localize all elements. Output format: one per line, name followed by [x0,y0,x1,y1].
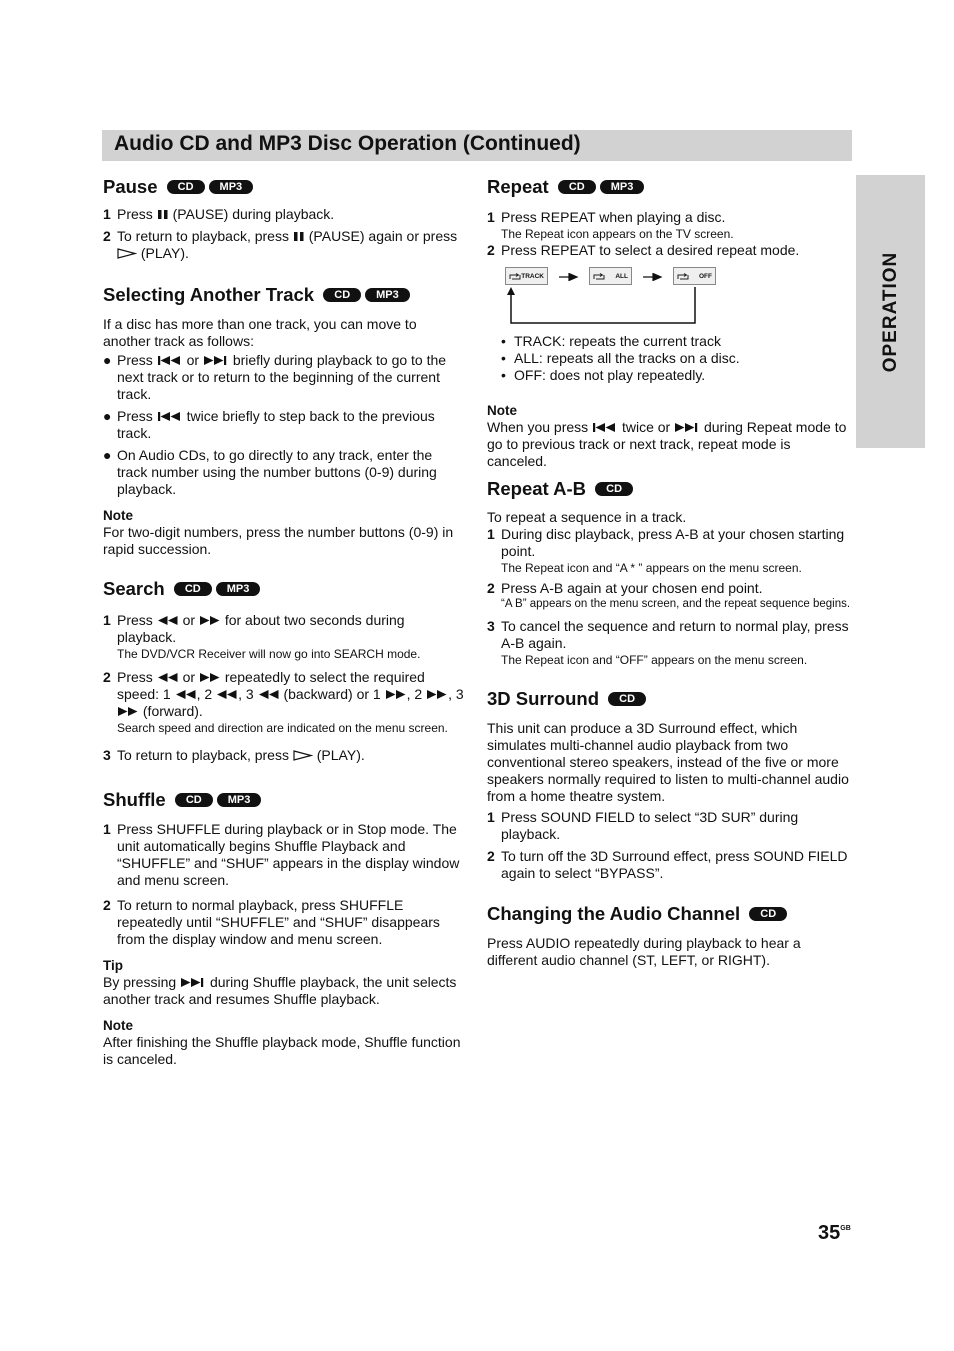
bullet-text: Press [117,408,153,424]
step-number: 1 [487,809,495,825]
repeat-icon [593,273,605,281]
step-number: 2 [487,848,495,864]
cd-badge: CD [595,482,633,496]
step-number: 3 [487,618,495,634]
section-audio-channel [487,903,852,925]
repeat-ab-step-2 [487,580,852,612]
step-text: (forward). [142,703,203,719]
list-item-text: OFF: does not play repeatedly. [514,367,706,383]
step-note: “A B” appears on the menu screen, and the repeat sequence begins. [501,598,851,610]
play-outline-icon [293,750,313,761]
step-text: Press [117,206,153,222]
tip-text [103,974,465,1008]
right-column [487,176,852,969]
repeat-step-1 [487,209,852,242]
cd-badge: CD [608,692,646,706]
repeat-mode-label: ALL [615,273,628,280]
rewind-icon [258,689,280,700]
step-text: or [182,612,196,628]
section-title: Repeat [487,176,549,197]
skip-previous-icon [157,355,183,366]
step-text: repeatedly to select the required speed: 1 [117,669,425,702]
step-note: The Repeat icon appears on the TV screen. [501,227,734,241]
note-text-part: during Repeat mode to go to previous track or next track, repeat mode is canceled. [487,419,847,469]
rewind-icon [216,689,238,700]
tip-text-part: during Shuffle playback, the unit selects another track and resumes Shuffle playback. [103,974,457,1007]
play-outline-icon [117,248,137,259]
step-number: 1 [487,526,495,542]
fast-forward-icon [117,706,139,717]
cd-badge: CD [749,907,787,921]
surround-intro: This unit can produce a 3D Surround effect, which simulates multi-channel audio playback from two conventional stereo speakers, instead of the five or more speakers normally required to listen to multi-channel audio from a home theatre system. [487,720,849,804]
section-selecting-track [103,284,465,306]
audio-channel-text: Press AUDIO repeatedly during playback to hear a different audio channel (ST, LEFT, or RIGHT). [487,935,801,968]
step-number: 1 [487,209,495,225]
section-repeat [487,176,852,198]
side-tab [856,175,925,448]
note-label: Note [487,403,517,418]
cd-badge: CD [175,793,213,807]
step-number: 1 [103,821,111,837]
note-text: For two-digit numbers, press the number buttons (0-9) in rapid succession. [103,524,454,557]
repeat-ab-intro: To repeat a sequence in a track. [487,509,687,525]
step-note: The Repeat icon and “A * ” appears on the menu screen. [501,561,802,575]
repeat-mode-list [487,333,852,384]
section-search [103,578,465,600]
shuffle-step-1 [103,821,465,889]
side-tab-label: OPERATION [879,251,901,372]
step-number: 1 [103,206,111,222]
repeat-mode-track [505,267,548,285]
repeat-ab-step-1 [487,526,852,576]
search-step-2 [103,669,465,736]
note-label: Note [103,1018,133,1033]
section-title: Changing the Audio Channel [487,903,741,924]
cycle-return-line [487,285,727,325]
step-note: The DVD/VCR Receiver will now go into SEARCH mode. [117,647,421,661]
page-number-suffix: GB [840,1225,851,1232]
mp3-badge: MP3 [209,180,254,194]
repeat-step-2 [487,242,852,259]
section-repeat-ab [487,478,852,500]
pause-step-1 [103,206,465,223]
bullet-text: twice briefly to step back to the previous track. [117,408,435,441]
repeat-mode-label: TRACK [521,273,544,280]
selecting-bullet-3 [103,447,465,498]
bullet-text: On Audio CDs, to go directly to any track, enter the track number using the number buttons (0-9) during playback. [117,447,437,497]
section-pause [103,176,465,198]
step-text: Press [117,612,153,628]
fast-forward-icon [199,615,221,626]
repeat-mode-off [673,267,716,285]
step-text: or [182,669,196,685]
cd-badge: CD [174,582,212,596]
section-shuffle [103,789,465,811]
step-text: (PLAY). [140,245,189,261]
step-number: 2 [487,242,495,258]
section-title: Selecting Another Track [103,284,315,305]
step-text: During disc playback, press A-B at your chosen starting point. [501,526,845,559]
step-number: 2 [103,228,111,244]
bullet-dot: • [501,367,506,383]
fast-forward-icon [199,672,221,683]
pause-step-2 [103,228,465,262]
surround-step-1 [487,809,852,843]
note-text-part: When you press [487,419,589,435]
step-note: Search speed and direction are indicated on the menu screen. [117,721,448,735]
cd-badge: CD [323,288,361,302]
step-text: , 2 [196,686,213,702]
mp3-badge: MP3 [216,582,261,596]
repeat-mode-all [589,267,632,285]
list-item [487,367,852,384]
skip-next-icon [674,422,700,433]
step-text: (PAUSE) during playback. [172,206,335,222]
mp3-badge: MP3 [365,288,410,302]
note-text: After finishing the Shuffle playback mode, Shuffle function is canceled. [103,1034,461,1067]
fast-forward-icon [385,689,407,700]
cd-badge: CD [167,180,205,194]
mp3-badge: MP3 [217,793,262,807]
step-text: for about two seconds during playback. [117,612,405,645]
step-text: , 3 [448,686,464,702]
step-text: Press [117,669,153,685]
arrow-right-icon [643,273,663,281]
search-step-3 [103,747,465,764]
repeat-icon [677,273,689,281]
bullet-dot: • [501,333,506,349]
rewind-icon [175,689,197,700]
rewind-icon [157,672,179,683]
repeat-mode-diagram [487,267,727,327]
step-text: To cancel the sequence and return to normal play, press A-B again. [501,618,849,651]
bullet-text: briefly during playback to go to the next track or to return to the beginning of the current track. [117,352,447,402]
section-title: Pause [103,176,158,197]
step-text: To return to playback, press [117,747,289,763]
pause-icon [293,231,305,242]
left-column [103,176,465,1068]
surround-step-2 [487,848,852,882]
note-text [487,419,852,470]
mp3-badge: MP3 [600,180,645,194]
step-text: Press SHUFFLE during playback or in Stop mode. The unit automatically begins Shuffle Playback and “SHUFFLE” and “SHUF” appears in the display window and menu screen. [117,821,460,888]
step-text: (PAUSE) again or press [308,228,458,244]
shuffle-step-2 [103,897,465,948]
section-3d-surround [487,688,852,710]
step-text: Press SOUND FIELD to select “3D SUR” during playback. [501,809,799,842]
page-title: Audio CD and MP3 Disc Operation (Continued) [114,132,581,155]
skip-previous-icon [592,422,618,433]
section-title: 3D Surround [487,688,600,709]
skip-next-icon [180,977,206,988]
repeat-mode-label: OFF [699,273,712,280]
bullet-text: or [186,352,200,368]
bullet-dot: ● [103,447,112,463]
tip-label: Tip [103,958,123,973]
step-text: (PLAY). [316,747,365,763]
step-text: Press REPEAT to select a desired repeat mode. [501,242,800,258]
list-item [487,350,852,367]
rewind-icon [157,615,179,626]
note-text-part: twice or [621,419,671,435]
page-number-value: 35 [818,1222,841,1244]
note-label: Note [103,508,133,523]
tip-text-part: By pressing [103,974,177,990]
bullet-dot: • [501,350,506,366]
cd-badge: CD [558,180,596,194]
step-note: The Repeat icon and “OFF” appears on the menu screen. [501,653,808,667]
step-number: 1 [103,612,111,628]
step-text: , 3 [238,686,254,702]
section-title: Repeat A-B [487,478,587,499]
step-number: 2 [103,897,111,913]
step-text: , 2 [406,686,423,702]
step-text: To turn off the 3D Surround effect, press SOUND FIELD again to select “BYPASS”. [501,848,848,881]
skip-previous-icon [157,411,183,422]
step-text: (backward) or 1 [283,686,381,702]
step-text: Press A-B again at your chosen end point. [501,580,763,596]
bullet-dot: ● [103,352,112,368]
list-item [487,333,852,350]
step-number: 2 [487,580,495,596]
selecting-bullet-1 [103,352,465,403]
step-text: To return to normal playback, press SHUFFLE repeatedly until “SHUFFLE” and “SHUF” disappears from the display window and menu screen. [117,897,440,947]
step-number: 3 [103,747,111,763]
bullet-dot: ● [103,408,112,424]
selecting-intro: If a disc has more than one track, you can move to another track as follows: [103,316,417,349]
step-text: To return to playback, press [117,228,289,244]
repeat-icon [509,273,521,281]
step-text: Press REPEAT when playing a disc. [501,209,726,225]
pause-icon [157,209,169,220]
section-title: Search [103,578,165,599]
page-number [818,1222,851,1245]
header-bar [102,130,852,161]
fast-forward-icon [426,689,448,700]
repeat-ab-step-3 [487,618,852,668]
search-step-1 [103,612,465,662]
selecting-bullet-2 [103,408,465,442]
bullet-text: Press [117,352,153,368]
arrow-right-icon [559,273,579,281]
skip-next-icon [203,355,229,366]
step-number: 2 [103,669,111,685]
list-item-text: TRACK: repeats the current track [514,333,721,349]
list-item-text: ALL: repeats all the tracks on a disc. [514,350,740,366]
section-title: Shuffle [103,789,166,810]
